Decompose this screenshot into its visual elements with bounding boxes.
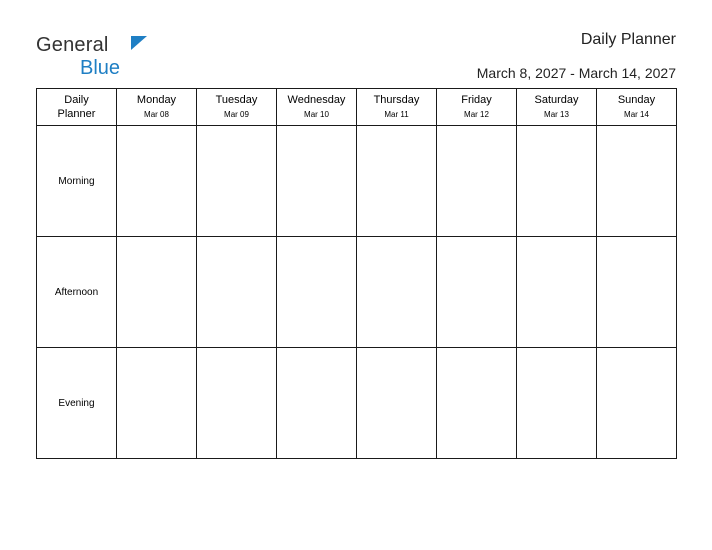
header-corner-cell [37,89,117,126]
page-title: Daily Planner [580,31,676,48]
day-name-wednesday: Wednesday [287,94,346,106]
slot-evening-friday[interactable] [437,348,517,459]
slot-morning-sunday[interactable] [597,126,677,237]
header-cell-tuesday [197,89,277,126]
general-blue-logo [36,34,206,80]
row-label-afternoon: Afternoon [37,237,117,348]
row-label-morning: Morning [37,126,117,237]
header-cell-monday [117,89,197,126]
day-name-saturday: Saturday [534,94,579,106]
header-cell-saturday [517,89,597,126]
slot-afternoon-saturday[interactable] [517,237,597,348]
slot-afternoon-monday[interactable] [117,237,197,348]
day-date-wednesday: Mar 10 [304,110,329,119]
logo-text-blue: Blue [80,57,121,79]
row-label-evening: Evening [37,348,117,459]
day-name-sunday: Sunday [617,94,656,106]
header-cell-thursday [357,89,437,126]
day-name-friday: Friday [461,94,492,106]
planner-table [36,88,677,459]
date-range: March 8, 2027 - March 14, 2027 [476,65,676,81]
slot-evening-wednesday[interactable] [277,348,357,459]
slot-afternoon-tuesday[interactable] [197,237,277,348]
day-date-tuesday: Mar 09 [224,110,249,119]
page-header [36,30,676,82]
slot-morning-tuesday[interactable] [197,126,277,237]
slot-evening-monday[interactable] [117,348,197,459]
day-date-friday: Mar 12 [464,110,489,119]
slot-afternoon-wednesday[interactable] [277,237,357,348]
slot-evening-tuesday[interactable] [197,348,277,459]
slot-evening-sunday[interactable] [597,348,677,459]
day-name-tuesday: Tuesday [215,94,258,106]
slot-afternoon-sunday[interactable] [597,237,677,348]
corner-label-line1: Daily [64,94,89,106]
slot-afternoon-thursday[interactable] [357,237,437,348]
slot-morning-monday[interactable] [117,126,197,237]
slot-morning-thursday[interactable] [357,126,437,237]
header-cell-friday [437,89,517,126]
table-header-row [37,89,677,126]
title-block [477,30,676,82]
day-name-monday: Monday [136,94,177,106]
triangle-icon [131,36,147,50]
slot-afternoon-friday[interactable] [437,237,517,348]
table-row-morning [37,126,677,237]
slot-evening-saturday[interactable] [517,348,597,459]
slot-morning-saturday[interactable] [517,126,597,237]
slot-morning-wednesday[interactable] [277,126,357,237]
day-date-sunday: Mar 14 [624,110,649,119]
logo-blue-row [80,57,206,79]
day-name-thursday: Thursday [373,94,420,106]
slot-evening-thursday[interactable] [357,348,437,459]
corner-label-line2: Planner [57,108,96,120]
day-date-monday: Mar 08 [144,110,169,119]
day-date-saturday: Mar 13 [544,110,569,119]
table-row-afternoon [37,237,677,348]
slot-morning-friday[interactable] [437,126,517,237]
table-row-evening [37,348,677,459]
day-date-thursday: Mar 11 [384,110,409,119]
header-cell-sunday [597,89,677,126]
logo-text-general: General [36,34,109,56]
header-cell-wednesday [277,89,357,126]
